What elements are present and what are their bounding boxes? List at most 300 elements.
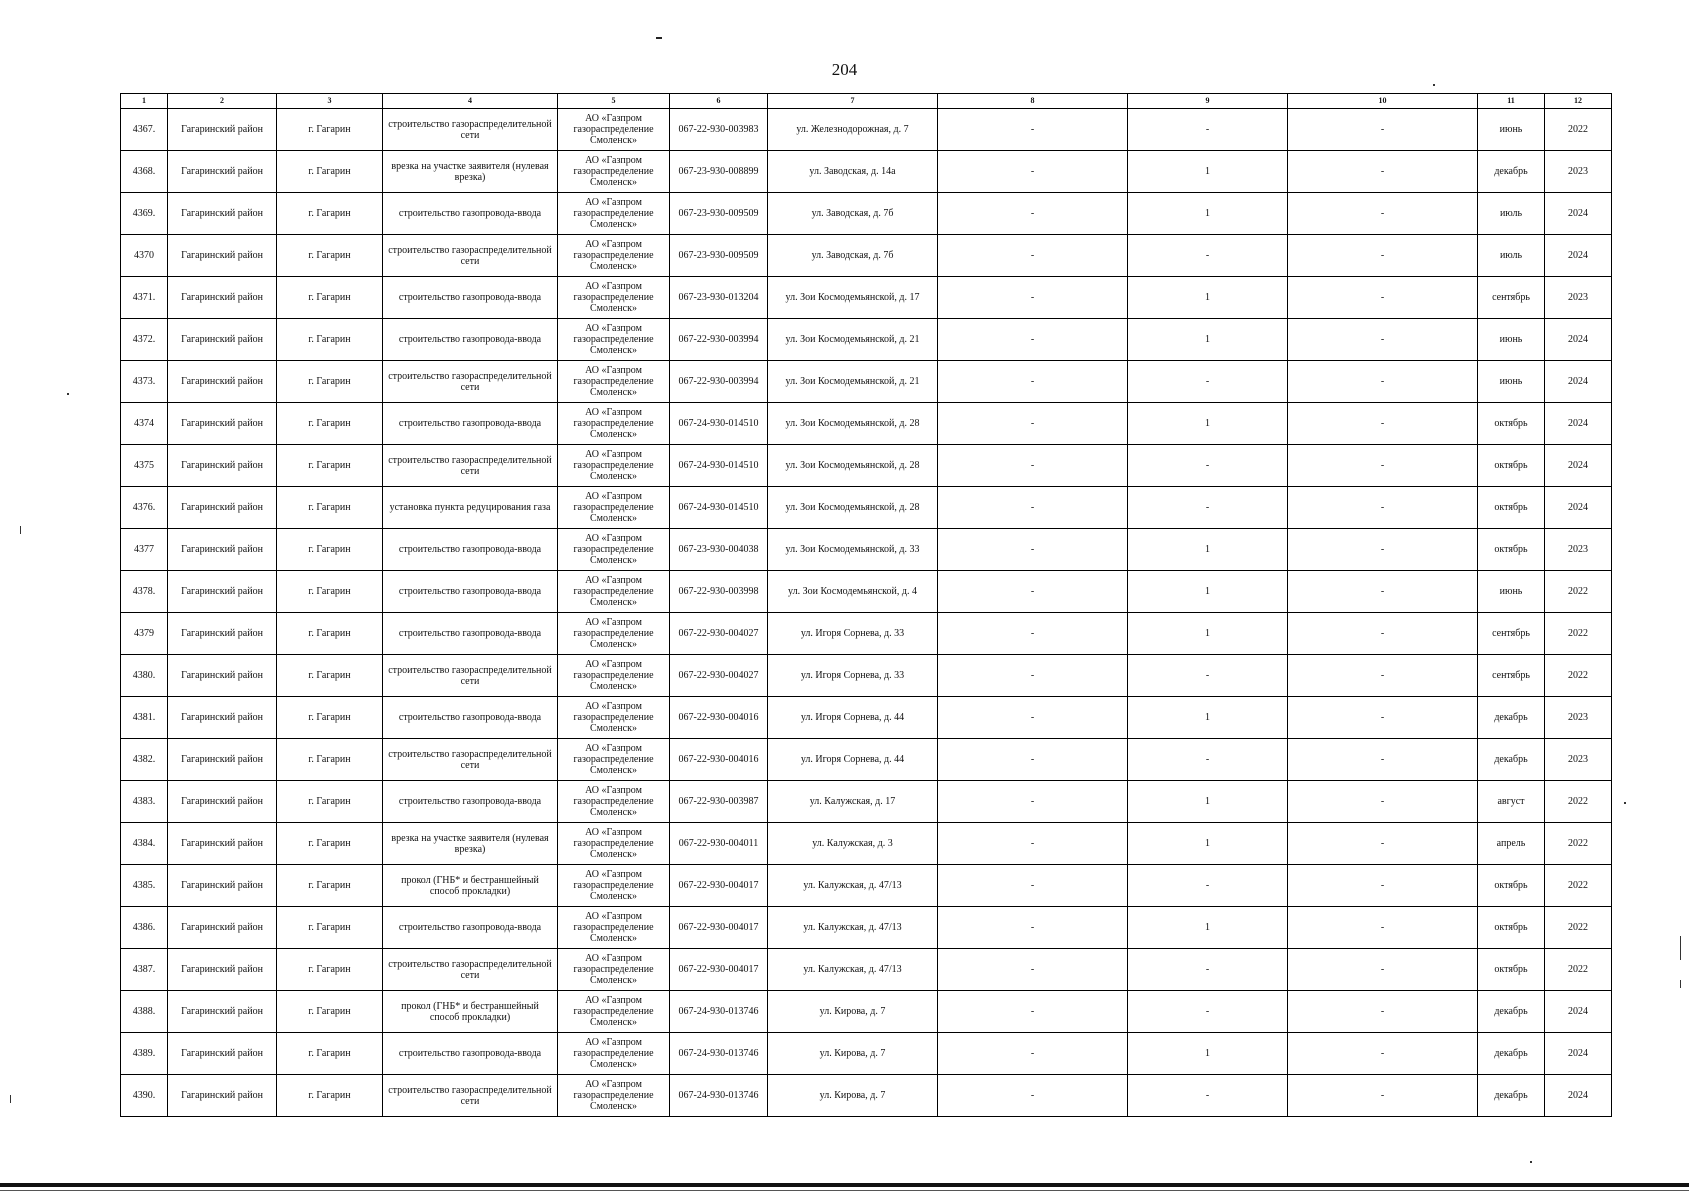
col8-cell: -: [938, 277, 1128, 319]
address-cell: ул. Игоря Сорнева, д. 44: [768, 739, 938, 781]
row-number: 4370: [121, 235, 168, 277]
table-row: [121, 1033, 1612, 1075]
address-cell: ул. Зои Космодемьянской, д. 28: [768, 487, 938, 529]
col8-cell: -: [938, 823, 1128, 865]
organization-cell: АО «Газпром газораспределение Смоленск»: [558, 991, 670, 1033]
col8-cell: -: [938, 949, 1128, 991]
month-cell: декабрь: [1478, 697, 1545, 739]
year-cell: 2024: [1545, 403, 1612, 445]
organization-cell: АО «Газпром газораспределение Смоленск»: [558, 739, 670, 781]
district-cell: Гагаринский район: [168, 151, 277, 193]
row-number: 4378.: [121, 571, 168, 613]
row-number: 4384.: [121, 823, 168, 865]
col9-cell: -: [1128, 487, 1288, 529]
application-number-cell: 067-24-930-014510: [670, 487, 768, 529]
col10-cell: -: [1288, 949, 1478, 991]
settlement-cell: г. Гагарин: [277, 361, 383, 403]
col8-cell: -: [938, 655, 1128, 697]
organization-cell: АО «Газпром газораспределение Смоленск»: [558, 487, 670, 529]
col9-cell: -: [1128, 109, 1288, 151]
row-number: 4367.: [121, 109, 168, 151]
year-cell: 2022: [1545, 907, 1612, 949]
col8-cell: -: [938, 739, 1128, 781]
col8-cell: -: [938, 613, 1128, 655]
district-cell: Гагаринский район: [168, 823, 277, 865]
work-type-cell: строительство газопровода-ввода: [383, 277, 558, 319]
organization-cell: АО «Газпром газораспределение Смоленск»: [558, 319, 670, 361]
row-number: 4388.: [121, 991, 168, 1033]
col10-cell: -: [1288, 235, 1478, 277]
col8-cell: -: [938, 403, 1128, 445]
address-cell: ул. Кирова, д. 7: [768, 991, 938, 1033]
month-cell: декабрь: [1478, 1075, 1545, 1117]
table-row: [121, 109, 1612, 151]
work-type-cell: врезка на участке заявителя (нулевая врезка): [383, 823, 558, 865]
table-row: [121, 781, 1612, 823]
column-number: 7: [768, 94, 938, 109]
col8-cell: -: [938, 697, 1128, 739]
col10-cell: -: [1288, 1075, 1478, 1117]
month-cell: октябрь: [1478, 403, 1545, 445]
table-row: [121, 739, 1612, 781]
col8-cell: -: [938, 487, 1128, 529]
col10-cell: -: [1288, 739, 1478, 781]
application-number-cell: 067-22-930-004017: [670, 907, 768, 949]
month-cell: июнь: [1478, 361, 1545, 403]
month-cell: октябрь: [1478, 949, 1545, 991]
year-cell: 2023: [1545, 739, 1612, 781]
organization-cell: АО «Газпром газораспределение Смоленск»: [558, 571, 670, 613]
col8-cell: -: [938, 781, 1128, 823]
organization-cell: АО «Газпром газораспределение Смоленск»: [558, 697, 670, 739]
year-cell: 2022: [1545, 865, 1612, 907]
application-number-cell: 067-23-930-009509: [670, 235, 768, 277]
year-cell: 2022: [1545, 949, 1612, 991]
month-cell: июль: [1478, 193, 1545, 235]
address-cell: ул. Зои Космодемьянской, д. 28: [768, 403, 938, 445]
month-cell: июнь: [1478, 571, 1545, 613]
col10-cell: -: [1288, 865, 1478, 907]
col8-cell: -: [938, 1075, 1128, 1117]
col9-cell: 1: [1128, 907, 1288, 949]
col10-cell: -: [1288, 1033, 1478, 1075]
organization-cell: АО «Газпром газораспределение Смоленск»: [558, 361, 670, 403]
col9-cell: 1: [1128, 781, 1288, 823]
work-type-cell: прокол (ГНБ* и бестраншейный способ прокладки): [383, 991, 558, 1033]
organization-cell: АО «Газпром газораспределение Смоленск»: [558, 529, 670, 571]
year-cell: 2022: [1545, 823, 1612, 865]
footer-rule: [0, 1183, 1689, 1187]
col9-cell: 1: [1128, 1033, 1288, 1075]
scan-speck: [1680, 980, 1681, 988]
settlement-cell: г. Гагарин: [277, 235, 383, 277]
month-cell: апрель: [1478, 823, 1545, 865]
district-cell: Гагаринский район: [168, 109, 277, 151]
col9-cell: 1: [1128, 277, 1288, 319]
table-row: [121, 361, 1612, 403]
district-cell: Гагаринский район: [168, 865, 277, 907]
application-number-cell: 067-22-930-003987: [670, 781, 768, 823]
column-number: 1: [121, 94, 168, 109]
organization-cell: АО «Газпром газораспределение Смоленск»: [558, 109, 670, 151]
settlement-cell: г. Гагарин: [277, 655, 383, 697]
work-type-cell: строительство газораспределительной сети: [383, 1075, 558, 1117]
application-number-cell: 067-22-930-003983: [670, 109, 768, 151]
address-cell: ул. Зои Космодемьянской, д. 17: [768, 277, 938, 319]
col8-cell: -: [938, 907, 1128, 949]
table-row: [121, 697, 1612, 739]
address-cell: ул. Калужская, д. 3: [768, 823, 938, 865]
application-number-cell: 067-22-930-003994: [670, 319, 768, 361]
row-number: 4390.: [121, 1075, 168, 1117]
work-type-cell: установка пункта редуцирования газа: [383, 487, 558, 529]
col9-cell: 1: [1128, 613, 1288, 655]
col9-cell: 1: [1128, 403, 1288, 445]
settlement-cell: г. Гагарин: [277, 193, 383, 235]
settlement-cell: г. Гагарин: [277, 319, 383, 361]
work-type-cell: строительство газораспределительной сети: [383, 361, 558, 403]
scan-speck: [1680, 936, 1681, 960]
district-cell: Гагаринский район: [168, 949, 277, 991]
scan-speck: [10, 1095, 11, 1103]
register-table-body: [121, 94, 1612, 1117]
work-type-cell: строительство газопровода-ввода: [383, 613, 558, 655]
address-cell: ул. Игоря Сорнева, д. 44: [768, 697, 938, 739]
row-number: 4382.: [121, 739, 168, 781]
address-cell: ул. Зои Космодемьянской, д. 21: [768, 319, 938, 361]
col10-cell: -: [1288, 319, 1478, 361]
table-row: [121, 655, 1612, 697]
scan-speck: [1433, 84, 1435, 86]
organization-cell: АО «Газпром газораспределение Смоленск»: [558, 151, 670, 193]
organization-cell: АО «Газпром газораспределение Смоленск»: [558, 403, 670, 445]
column-number: 10: [1288, 94, 1478, 109]
organization-cell: АО «Газпром газораспределение Смоленск»: [558, 613, 670, 655]
row-number: 4381.: [121, 697, 168, 739]
address-cell: ул. Калужская, д. 47/13: [768, 949, 938, 991]
month-cell: октябрь: [1478, 487, 1545, 529]
organization-cell: АО «Газпром газораспределение Смоленск»: [558, 865, 670, 907]
district-cell: Гагаринский район: [168, 193, 277, 235]
col8-cell: -: [938, 319, 1128, 361]
address-cell: ул. Игоря Сорнева, д. 33: [768, 613, 938, 655]
district-cell: Гагаринский район: [168, 991, 277, 1033]
organization-cell: АО «Газпром газораспределение Смоленск»: [558, 1033, 670, 1075]
district-cell: Гагаринский район: [168, 781, 277, 823]
column-number-row: [121, 94, 1612, 109]
work-type-cell: строительство газопровода-ввода: [383, 1033, 558, 1075]
col9-cell: -: [1128, 235, 1288, 277]
col8-cell: -: [938, 865, 1128, 907]
row-number: 4376.: [121, 487, 168, 529]
work-type-cell: строительство газопровода-ввода: [383, 697, 558, 739]
year-cell: 2023: [1545, 529, 1612, 571]
row-number: 4375: [121, 445, 168, 487]
column-number: 9: [1128, 94, 1288, 109]
month-cell: декабрь: [1478, 1033, 1545, 1075]
organization-cell: АО «Газпром газораспределение Смоленск»: [558, 781, 670, 823]
district-cell: Гагаринский район: [168, 235, 277, 277]
settlement-cell: г. Гагарин: [277, 739, 383, 781]
col10-cell: -: [1288, 697, 1478, 739]
year-cell: 2022: [1545, 655, 1612, 697]
col8-cell: -: [938, 151, 1128, 193]
col8-cell: -: [938, 361, 1128, 403]
district-cell: Гагаринский район: [168, 403, 277, 445]
year-cell: 2023: [1545, 277, 1612, 319]
col10-cell: -: [1288, 277, 1478, 319]
month-cell: сентябрь: [1478, 613, 1545, 655]
settlement-cell: г. Гагарин: [277, 403, 383, 445]
column-number: 5: [558, 94, 670, 109]
application-number-cell: 067-22-930-003998: [670, 571, 768, 613]
row-number: 4373.: [121, 361, 168, 403]
col9-cell: -: [1128, 361, 1288, 403]
column-number: 12: [1545, 94, 1612, 109]
month-cell: июнь: [1478, 319, 1545, 361]
month-cell: октябрь: [1478, 529, 1545, 571]
organization-cell: АО «Газпром газораспределение Смоленск»: [558, 949, 670, 991]
district-cell: Гагаринский район: [168, 655, 277, 697]
col9-cell: -: [1128, 865, 1288, 907]
year-cell: 2022: [1545, 781, 1612, 823]
application-number-cell: 067-24-930-013746: [670, 1033, 768, 1075]
application-number-cell: 067-23-930-004038: [670, 529, 768, 571]
work-type-cell: строительство газораспределительной сети: [383, 655, 558, 697]
district-cell: Гагаринский район: [168, 697, 277, 739]
table-row: [121, 277, 1612, 319]
year-cell: 2024: [1545, 445, 1612, 487]
district-cell: Гагаринский район: [168, 739, 277, 781]
work-type-cell: строительство газораспределительной сети: [383, 235, 558, 277]
district-cell: Гагаринский район: [168, 571, 277, 613]
settlement-cell: г. Гагарин: [277, 949, 383, 991]
settlement-cell: г. Гагарин: [277, 907, 383, 949]
col9-cell: 1: [1128, 571, 1288, 613]
address-cell: ул. Калужская, д. 47/13: [768, 865, 938, 907]
col10-cell: -: [1288, 991, 1478, 1033]
column-number: 11: [1478, 94, 1545, 109]
application-number-cell: 067-22-930-004016: [670, 697, 768, 739]
district-cell: Гагаринский район: [168, 907, 277, 949]
table-row: [121, 823, 1612, 865]
address-cell: ул. Зои Космодемьянской, д. 4: [768, 571, 938, 613]
work-type-cell: строительство газопровода-ввода: [383, 193, 558, 235]
address-cell: ул. Заводская, д. 7б: [768, 193, 938, 235]
col10-cell: -: [1288, 445, 1478, 487]
month-cell: декабрь: [1478, 991, 1545, 1033]
work-type-cell: строительство газопровода-ввода: [383, 571, 558, 613]
application-number-cell: 067-23-930-013204: [670, 277, 768, 319]
column-number: 3: [277, 94, 383, 109]
table-row: [121, 991, 1612, 1033]
year-cell: 2024: [1545, 991, 1612, 1033]
settlement-cell: г. Гагарин: [277, 109, 383, 151]
col10-cell: -: [1288, 571, 1478, 613]
row-number: 4377: [121, 529, 168, 571]
col9-cell: -: [1128, 1075, 1288, 1117]
col8-cell: -: [938, 1033, 1128, 1075]
table-row: [121, 151, 1612, 193]
work-type-cell: строительство газопровода-ввода: [383, 319, 558, 361]
col9-cell: 1: [1128, 193, 1288, 235]
address-cell: ул. Игоря Сорнева, д. 33: [768, 655, 938, 697]
address-cell: ул. Зои Космодемьянской, д. 33: [768, 529, 938, 571]
work-type-cell: строительство газопровода-ввода: [383, 403, 558, 445]
address-cell: ул. Зои Космодемьянской, д. 21: [768, 361, 938, 403]
row-number: 4372.: [121, 319, 168, 361]
settlement-cell: г. Гагарин: [277, 1075, 383, 1117]
work-type-cell: строительство газопровода-ввода: [383, 781, 558, 823]
col10-cell: -: [1288, 193, 1478, 235]
table-row: [121, 949, 1612, 991]
month-cell: июнь: [1478, 109, 1545, 151]
organization-cell: АО «Газпром газораспределение Смоленск»: [558, 823, 670, 865]
table-row: [121, 1075, 1612, 1117]
address-cell: ул. Железнодорожная, д. 7: [768, 109, 938, 151]
table-row: [121, 865, 1612, 907]
month-cell: сентябрь: [1478, 655, 1545, 697]
table-row: [121, 907, 1612, 949]
month-cell: октябрь: [1478, 907, 1545, 949]
row-number: 4383.: [121, 781, 168, 823]
district-cell: Гагаринский район: [168, 277, 277, 319]
address-cell: ул. Заводская, д. 7б: [768, 235, 938, 277]
register-table: [120, 93, 1612, 1117]
settlement-cell: г. Гагарин: [277, 823, 383, 865]
col8-cell: -: [938, 529, 1128, 571]
application-number-cell: 067-24-930-013746: [670, 991, 768, 1033]
row-number: 4385.: [121, 865, 168, 907]
application-number-cell: 067-22-930-004017: [670, 865, 768, 907]
organization-cell: АО «Газпром газораспределение Смоленск»: [558, 193, 670, 235]
work-type-cell: строительство газораспределительной сети: [383, 445, 558, 487]
col8-cell: -: [938, 991, 1128, 1033]
organization-cell: АО «Газпром газораспределение Смоленск»: [558, 277, 670, 319]
application-number-cell: 067-22-930-004017: [670, 949, 768, 991]
table-row: [121, 613, 1612, 655]
column-number: 4: [383, 94, 558, 109]
year-cell: 2024: [1545, 319, 1612, 361]
month-cell: июль: [1478, 235, 1545, 277]
month-cell: август: [1478, 781, 1545, 823]
settlement-cell: г. Гагарин: [277, 151, 383, 193]
row-number: 4380.: [121, 655, 168, 697]
district-cell: Гагаринский район: [168, 487, 277, 529]
scan-speck: [67, 393, 69, 395]
col9-cell: -: [1128, 991, 1288, 1033]
district-cell: Гагаринский район: [168, 613, 277, 655]
address-cell: ул. Кирова, д. 7: [768, 1075, 938, 1117]
address-cell: ул. Калужская, д. 17: [768, 781, 938, 823]
month-cell: декабрь: [1478, 151, 1545, 193]
column-number: 6: [670, 94, 768, 109]
year-cell: 2024: [1545, 235, 1612, 277]
settlement-cell: г. Гагарин: [277, 1033, 383, 1075]
col10-cell: -: [1288, 403, 1478, 445]
table-row: [121, 571, 1612, 613]
row-number: 4386.: [121, 907, 168, 949]
district-cell: Гагаринский район: [168, 319, 277, 361]
year-cell: 2024: [1545, 1033, 1612, 1075]
address-cell: ул. Зои Космодемьянской, д. 28: [768, 445, 938, 487]
application-number-cell: 067-22-930-003994: [670, 361, 768, 403]
scan-speck: [20, 526, 21, 534]
col9-cell: -: [1128, 445, 1288, 487]
address-cell: ул. Кирова, д. 7: [768, 1033, 938, 1075]
year-cell: 2023: [1545, 697, 1612, 739]
application-number-cell: 067-22-930-004027: [670, 613, 768, 655]
col9-cell: 1: [1128, 151, 1288, 193]
application-number-cell: 067-23-930-009509: [670, 193, 768, 235]
year-cell: 2022: [1545, 109, 1612, 151]
district-cell: Гагаринский район: [168, 1033, 277, 1075]
table-row: [121, 529, 1612, 571]
organization-cell: АО «Газпром газораспределение Смоленск»: [558, 655, 670, 697]
organization-cell: АО «Газпром газораспределение Смоленск»: [558, 907, 670, 949]
year-cell: 2022: [1545, 571, 1612, 613]
work-type-cell: строительство газопровода-ввода: [383, 529, 558, 571]
organization-cell: АО «Газпром газораспределение Смоленск»: [558, 1075, 670, 1117]
row-number: 4379: [121, 613, 168, 655]
col9-cell: 1: [1128, 697, 1288, 739]
application-number-cell: 067-22-930-004011: [670, 823, 768, 865]
table-row: [121, 445, 1612, 487]
table-row: [121, 193, 1612, 235]
col9-cell: 1: [1128, 823, 1288, 865]
col9-cell: -: [1128, 739, 1288, 781]
month-cell: сентябрь: [1478, 277, 1545, 319]
year-cell: 2024: [1545, 487, 1612, 529]
col10-cell: -: [1288, 151, 1478, 193]
col9-cell: 1: [1128, 319, 1288, 361]
month-cell: октябрь: [1478, 445, 1545, 487]
settlement-cell: г. Гагарин: [277, 613, 383, 655]
organization-cell: АО «Газпром газораспределение Смоленск»: [558, 235, 670, 277]
application-number-cell: 067-24-930-014510: [670, 403, 768, 445]
row-number: 4374: [121, 403, 168, 445]
col10-cell: -: [1288, 823, 1478, 865]
col9-cell: 1: [1128, 529, 1288, 571]
year-cell: 2024: [1545, 193, 1612, 235]
settlement-cell: г. Гагарин: [277, 781, 383, 823]
work-type-cell: строительство газораспределительной сети: [383, 949, 558, 991]
district-cell: Гагаринский район: [168, 445, 277, 487]
application-number-cell: 067-23-930-008899: [670, 151, 768, 193]
col10-cell: -: [1288, 361, 1478, 403]
district-cell: Гагаринский район: [168, 529, 277, 571]
col10-cell: -: [1288, 907, 1478, 949]
column-number: 2: [168, 94, 277, 109]
month-cell: октябрь: [1478, 865, 1545, 907]
footer-rule-thin: [0, 1190, 1689, 1191]
row-number: 4369.: [121, 193, 168, 235]
row-number: 4389.: [121, 1033, 168, 1075]
application-number-cell: 067-22-930-004016: [670, 739, 768, 781]
col10-cell: -: [1288, 781, 1478, 823]
col8-cell: -: [938, 571, 1128, 613]
settlement-cell: г. Гагарин: [277, 697, 383, 739]
address-cell: ул. Калужская, д. 47/13: [768, 907, 938, 949]
district-cell: Гагаринский район: [168, 1075, 277, 1117]
work-type-cell: строительство газораспределительной сети: [383, 109, 558, 151]
application-number-cell: 067-24-930-013746: [670, 1075, 768, 1117]
settlement-cell: г. Гагарин: [277, 991, 383, 1033]
col10-cell: -: [1288, 613, 1478, 655]
table-row: [121, 235, 1612, 277]
col10-cell: -: [1288, 487, 1478, 529]
settlement-cell: г. Гагарин: [277, 529, 383, 571]
